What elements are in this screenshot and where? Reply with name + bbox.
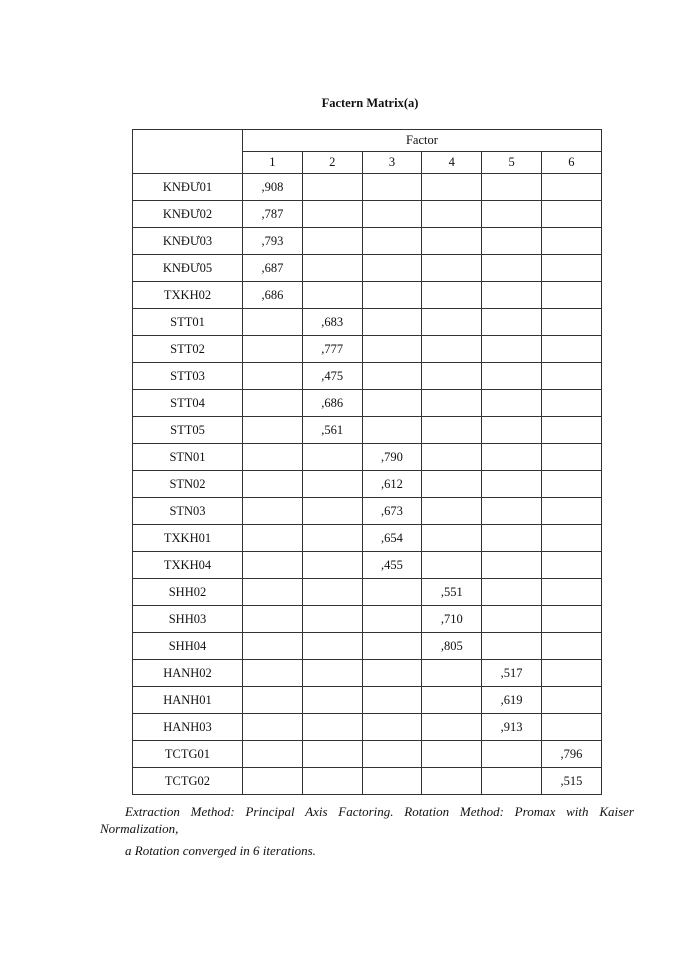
empty-cell	[541, 633, 601, 660]
empty-cell	[243, 579, 303, 606]
factor-matrix-table	[132, 129, 602, 795]
empty-cell	[482, 525, 542, 552]
factor-header-4: 4	[422, 152, 482, 174]
empty-cell	[243, 498, 303, 525]
empty-cell	[362, 309, 422, 336]
empty-cell	[541, 282, 601, 309]
empty-cell	[302, 633, 362, 660]
loading-value: ,793	[243, 228, 303, 255]
row-label: HANH01	[133, 687, 243, 714]
factor-header-5: 5	[482, 152, 542, 174]
empty-cell	[302, 768, 362, 795]
table-row	[133, 336, 602, 363]
empty-cell	[362, 282, 422, 309]
loading-value: ,790	[362, 444, 422, 471]
table-row	[133, 417, 602, 444]
empty-cell	[302, 444, 362, 471]
empty-cell	[482, 417, 542, 444]
loading-value: ,561	[302, 417, 362, 444]
empty-cell	[482, 309, 542, 336]
empty-cell	[422, 228, 482, 255]
empty-cell	[482, 444, 542, 471]
empty-cell	[541, 390, 601, 417]
table-row	[133, 660, 602, 687]
table-row	[133, 309, 602, 336]
empty-cell	[422, 660, 482, 687]
empty-cell	[362, 228, 422, 255]
empty-cell	[541, 174, 601, 201]
empty-cell	[243, 390, 303, 417]
empty-cell	[243, 336, 303, 363]
empty-cell	[482, 768, 542, 795]
loading-value: ,619	[482, 687, 542, 714]
empty-cell	[302, 201, 362, 228]
table-row	[133, 363, 602, 390]
empty-cell	[482, 579, 542, 606]
empty-cell	[482, 201, 542, 228]
table-row	[133, 768, 602, 795]
empty-cell	[362, 714, 422, 741]
empty-cell	[541, 363, 601, 390]
empty-cell	[302, 498, 362, 525]
empty-cell	[482, 498, 542, 525]
empty-cell	[422, 363, 482, 390]
loading-value: ,673	[362, 498, 422, 525]
table-row	[133, 444, 602, 471]
row-label: STN01	[133, 444, 243, 471]
empty-cell	[422, 390, 482, 417]
table-row	[133, 687, 602, 714]
table-row	[133, 390, 602, 417]
empty-cell	[362, 741, 422, 768]
loading-value: ,551	[422, 579, 482, 606]
row-label: TXKH01	[133, 525, 243, 552]
empty-cell	[302, 714, 362, 741]
empty-cell	[541, 336, 601, 363]
row-label: HANH02	[133, 660, 243, 687]
row-label: TCTG02	[133, 768, 243, 795]
empty-cell	[362, 174, 422, 201]
empty-cell	[541, 417, 601, 444]
empty-cell	[541, 471, 601, 498]
table-row	[133, 633, 602, 660]
empty-cell	[541, 201, 601, 228]
row-label-header-cell	[133, 130, 243, 174]
row-label: KNĐƯ05	[133, 255, 243, 282]
empty-cell	[541, 714, 601, 741]
empty-cell	[243, 687, 303, 714]
row-label: KNĐƯ01	[133, 174, 243, 201]
empty-cell	[362, 660, 422, 687]
loading-value: ,777	[302, 336, 362, 363]
row-label: STN03	[133, 498, 243, 525]
empty-cell	[422, 282, 482, 309]
empty-cell	[243, 714, 303, 741]
table-row	[133, 282, 602, 309]
empty-cell	[482, 174, 542, 201]
loading-value: ,686	[243, 282, 303, 309]
loading-value: ,687	[243, 255, 303, 282]
row-label: HANH03	[133, 714, 243, 741]
empty-cell	[422, 471, 482, 498]
loading-value: ,683	[302, 309, 362, 336]
empty-cell	[541, 309, 601, 336]
table-row	[133, 174, 602, 201]
loading-value: ,455	[362, 552, 422, 579]
empty-cell	[482, 363, 542, 390]
empty-cell	[541, 525, 601, 552]
empty-cell	[422, 768, 482, 795]
table-title: Factern Matrix(a)	[321, 96, 419, 110]
empty-cell	[302, 741, 362, 768]
row-label: KNĐƯ03	[133, 228, 243, 255]
empty-cell	[302, 255, 362, 282]
empty-cell	[541, 579, 601, 606]
empty-cell	[302, 282, 362, 309]
row-label: STT02	[133, 336, 243, 363]
empty-cell	[362, 579, 422, 606]
table-row	[133, 525, 602, 552]
empty-cell	[302, 525, 362, 552]
empty-cell	[243, 417, 303, 444]
factor-header-2: 2	[302, 152, 362, 174]
row-label: SHH04	[133, 633, 243, 660]
row-label: SHH02	[133, 579, 243, 606]
row-label: TCTG01	[133, 741, 243, 768]
empty-cell	[422, 552, 482, 579]
empty-cell	[482, 471, 542, 498]
empty-cell	[422, 309, 482, 336]
empty-cell	[243, 633, 303, 660]
empty-cell	[541, 606, 601, 633]
empty-cell	[302, 660, 362, 687]
loading-value: ,913	[482, 714, 542, 741]
empty-cell	[541, 498, 601, 525]
factor-header-3: 3	[362, 152, 422, 174]
table-row	[133, 552, 602, 579]
empty-cell	[362, 255, 422, 282]
table-row	[133, 201, 602, 228]
empty-cell	[243, 471, 303, 498]
empty-cell	[243, 606, 303, 633]
factor-header-6: 6	[541, 152, 601, 174]
empty-cell	[541, 552, 601, 579]
empty-cell	[422, 336, 482, 363]
rotation-converged-note: a Rotation converged in 6 iterations.	[125, 843, 316, 858]
empty-cell	[362, 390, 422, 417]
empty-cell	[422, 417, 482, 444]
empty-cell	[302, 174, 362, 201]
empty-cell	[482, 228, 542, 255]
row-label: SHH03	[133, 606, 243, 633]
empty-cell	[482, 336, 542, 363]
loading-value: ,686	[302, 390, 362, 417]
empty-cell	[541, 444, 601, 471]
table-row	[133, 255, 602, 282]
empty-cell	[482, 255, 542, 282]
empty-cell	[243, 309, 303, 336]
row-label: STT05	[133, 417, 243, 444]
loading-value: ,612	[362, 471, 422, 498]
empty-cell	[243, 525, 303, 552]
empty-cell	[362, 768, 422, 795]
empty-cell	[422, 741, 482, 768]
empty-cell	[302, 552, 362, 579]
empty-cell	[422, 525, 482, 552]
empty-cell	[243, 741, 303, 768]
empty-cell	[422, 714, 482, 741]
table-row	[133, 498, 602, 525]
empty-cell	[362, 633, 422, 660]
table-row	[133, 606, 602, 633]
empty-cell	[362, 201, 422, 228]
empty-cell	[362, 417, 422, 444]
empty-cell	[243, 363, 303, 390]
empty-cell	[422, 498, 482, 525]
empty-cell	[482, 552, 542, 579]
table-row	[133, 228, 602, 255]
empty-cell	[302, 579, 362, 606]
table-row	[133, 741, 602, 768]
loading-value: ,654	[362, 525, 422, 552]
table-row	[133, 714, 602, 741]
row-label: STT03	[133, 363, 243, 390]
empty-cell	[482, 741, 542, 768]
row-label: KNĐƯ02	[133, 201, 243, 228]
table-row	[133, 471, 602, 498]
empty-cell	[541, 255, 601, 282]
empty-cell	[243, 660, 303, 687]
row-label: TXKH04	[133, 552, 243, 579]
empty-cell	[362, 687, 422, 714]
loading-value: ,805	[422, 633, 482, 660]
loading-value: ,515	[541, 768, 601, 795]
loading-value: ,710	[422, 606, 482, 633]
empty-cell	[302, 687, 362, 714]
empty-cell	[362, 336, 422, 363]
factor-header-1: 1	[243, 152, 303, 174]
empty-cell	[362, 606, 422, 633]
empty-cell	[541, 228, 601, 255]
empty-cell	[482, 282, 542, 309]
empty-cell	[541, 687, 601, 714]
empty-cell	[422, 444, 482, 471]
empty-cell	[422, 255, 482, 282]
empty-cell	[482, 606, 542, 633]
empty-cell	[422, 174, 482, 201]
empty-cell	[243, 552, 303, 579]
empty-cell	[243, 768, 303, 795]
empty-cell	[482, 633, 542, 660]
empty-cell	[243, 444, 303, 471]
extraction-method-note: Extraction Method: Principal Axis Factoring. Rotation Method: Promax with Kaiser Normalization,	[100, 804, 634, 836]
empty-cell	[302, 228, 362, 255]
factor-group-header: Factor	[243, 130, 602, 152]
table-row	[133, 579, 602, 606]
row-label: STT04	[133, 390, 243, 417]
row-label: TXKH02	[133, 282, 243, 309]
loading-value: ,517	[482, 660, 542, 687]
empty-cell	[422, 201, 482, 228]
loading-value: ,475	[302, 363, 362, 390]
empty-cell	[541, 660, 601, 687]
row-label: STT01	[133, 309, 243, 336]
loading-value: ,796	[541, 741, 601, 768]
empty-cell	[302, 606, 362, 633]
empty-cell	[362, 363, 422, 390]
row-label: STN02	[133, 471, 243, 498]
empty-cell	[422, 687, 482, 714]
loading-value: ,908	[243, 174, 303, 201]
empty-cell	[302, 471, 362, 498]
empty-cell	[482, 390, 542, 417]
loading-value: ,787	[243, 201, 303, 228]
